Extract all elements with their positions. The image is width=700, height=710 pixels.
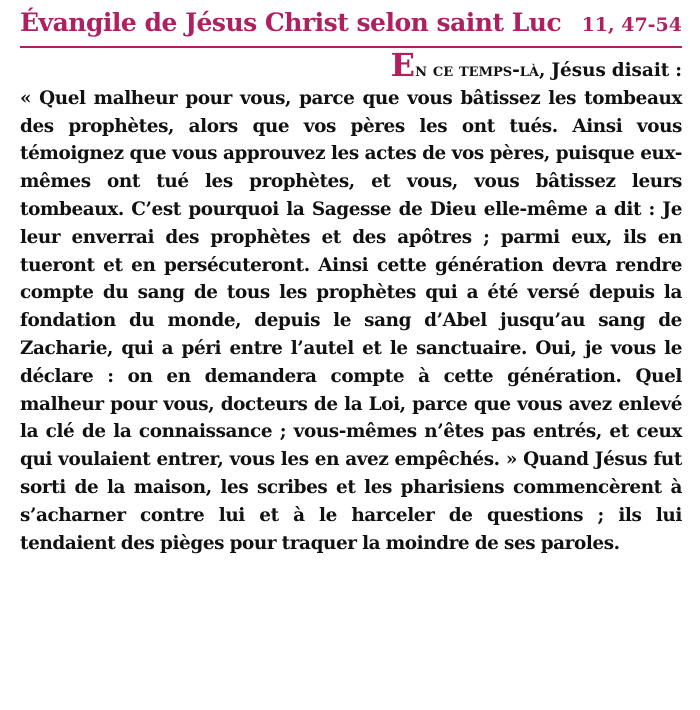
opening-rest: , Jésus disait : [539, 60, 682, 81]
gospel-reading [20, 8, 682, 557]
passage-text: « Quel malheur pour vous, parce que vous bâtissez les tombeaux des prophètes, alors que vos pères les ont tués. Ainsi vous témoignez que vous approuvez les actes de vos pères, puisque eux-mêmes ont tué les prophètes, et vous, vous bâtissez leurs tombeaux. C’est pourquoi la Sagesse de Dieu elle-même a dit : Je leur enverrai des prophètes et des apôtres ; parmi eux, ils en tueront et en persécuteront. Ainsi cette génération devra rendre compte du sang de tous les prophètes qui a été versé depuis la fondation du monde, depuis le sang d’Abel jusqu’au sang de Zacharie, qui a péri entre l’autel et le sanctuaire. Oui, je vous le déclare : on en demandera compte à cette génération. Quel malheur pour vous, docteurs de la Loi, parce que vous avez enlevé la clé de la connaissance ; vous-mêmes n’êtes pas entrés, et ceux qui voulaient entrer, vous les en avez empêchés. » Quand Jésus fut sorti de la maison, les scribes et les pharisiens commencèrent à s’acharner contre lui et à le harceler de questions ; ils lui tendaient des pièges pour traquer la moindre de ses paroles. [20, 87, 682, 554]
passage-opening [20, 46, 682, 85]
passage-body [20, 46, 682, 557]
opening-small-caps: n ce temps-là [415, 60, 540, 81]
scripture-reference: 11, 47-54 [581, 14, 682, 36]
reading-title: Évangile de Jésus Christ selon saint Luc [20, 8, 562, 37]
reading-header [20, 8, 682, 48]
drop-cap-initial: E [390, 46, 416, 84]
